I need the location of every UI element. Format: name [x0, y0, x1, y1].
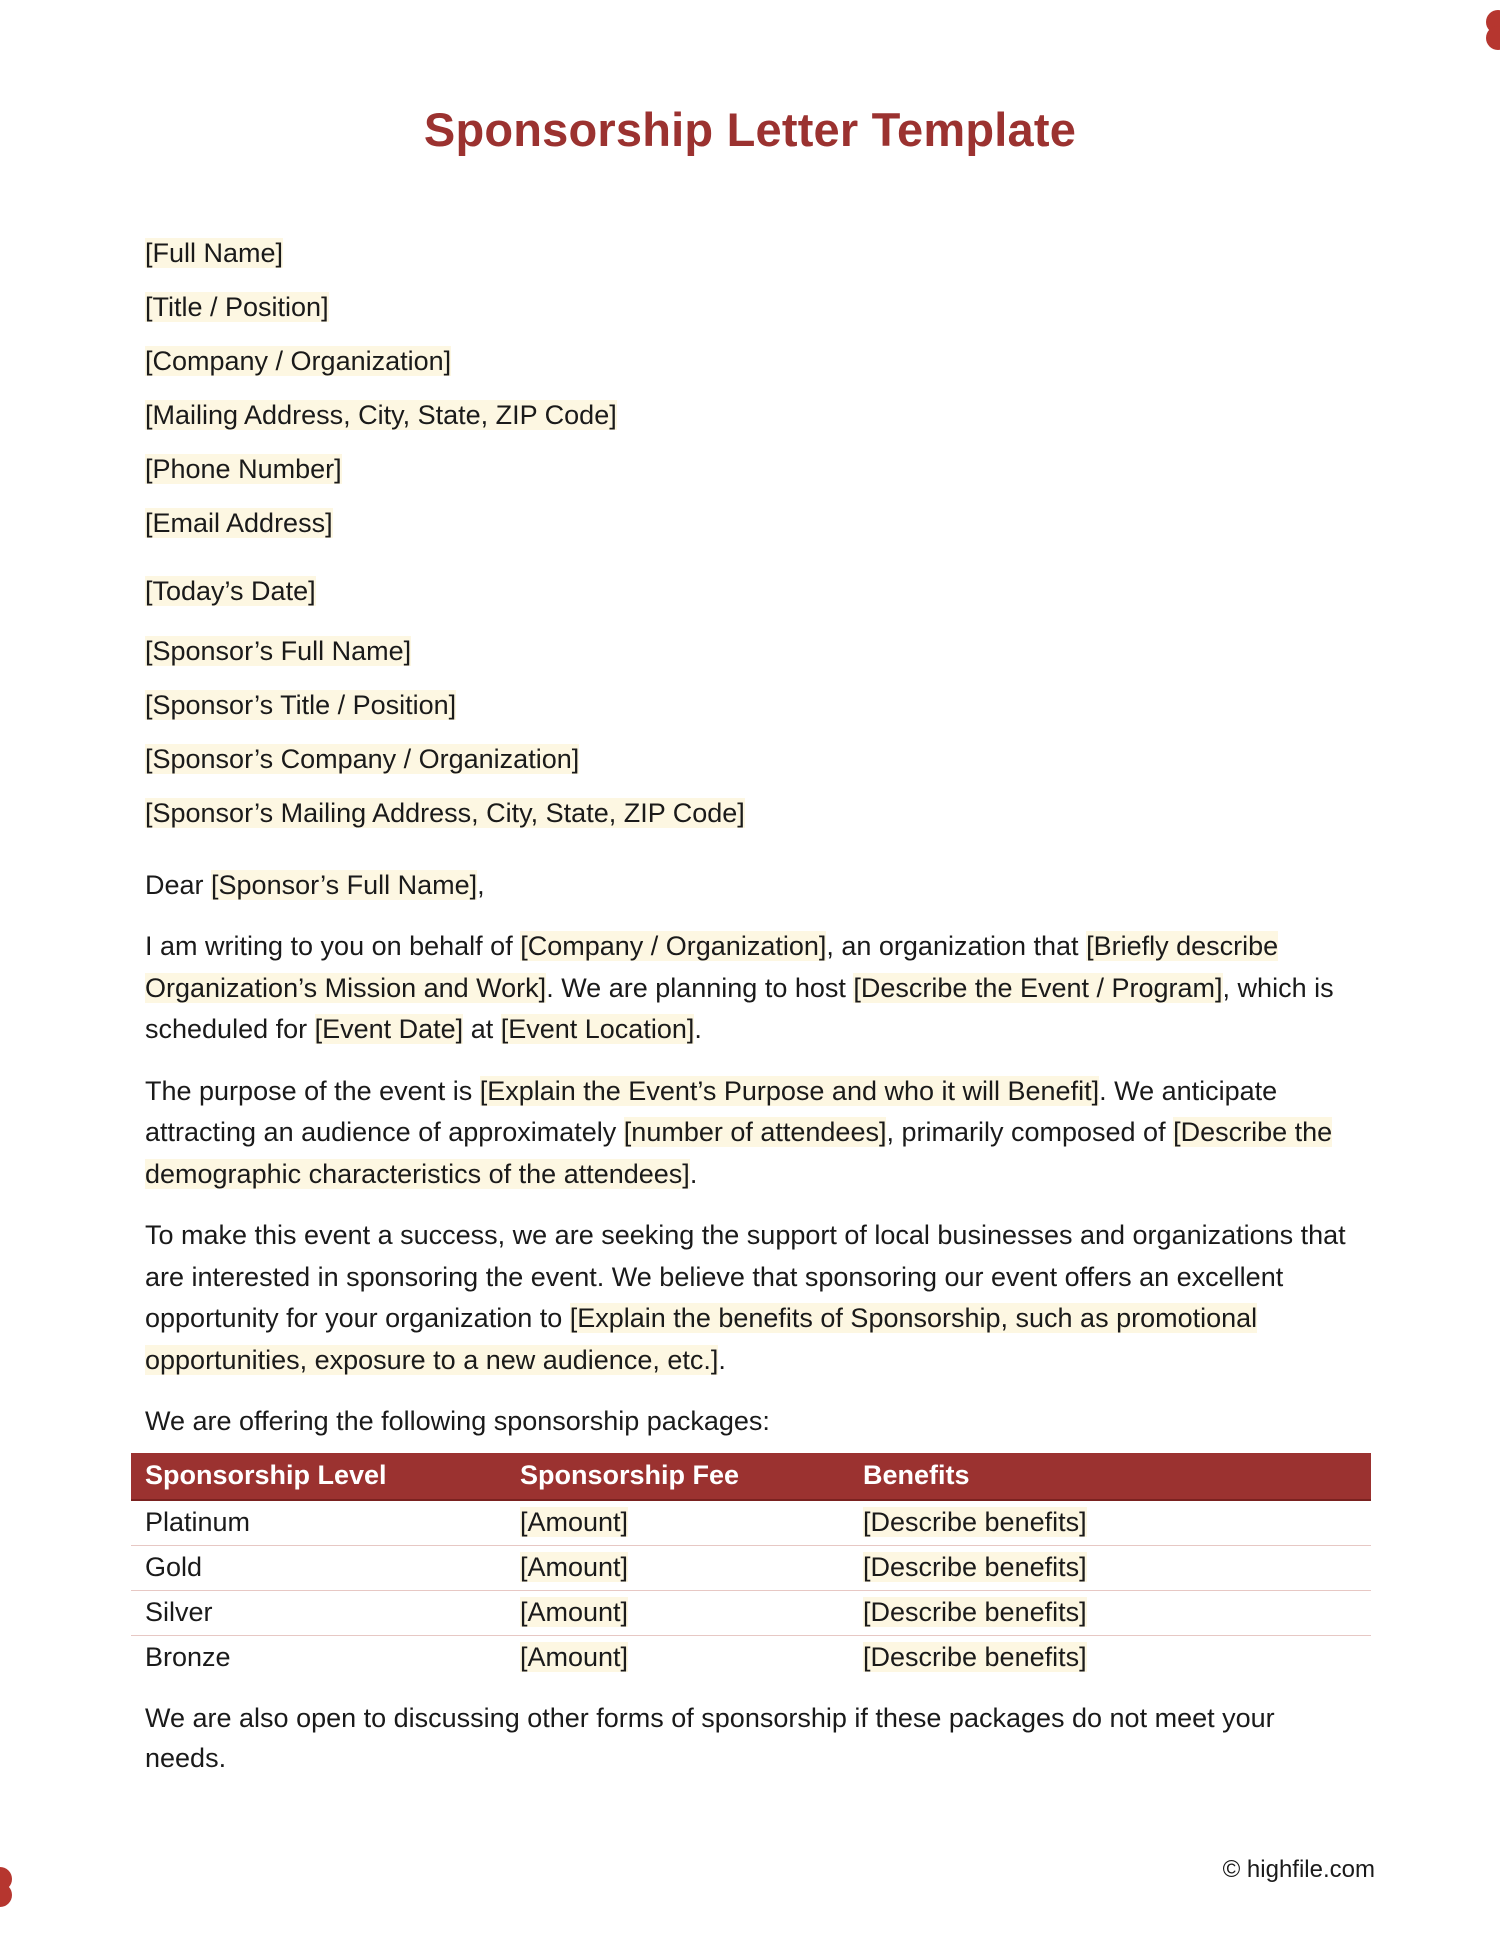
text: , an organization that — [826, 931, 1087, 961]
sender-phone — [145, 442, 1357, 496]
paragraph-benefits — [145, 1215, 1357, 1381]
level-cell: Gold — [131, 1545, 506, 1590]
placeholder[interactable]: [Amount] — [520, 1552, 629, 1582]
placeholder[interactable]: [Describe benefits] — [863, 1642, 1087, 1672]
column-header-level: Sponsorship Level — [131, 1453, 506, 1500]
placeholder[interactable]: [Title / Position] — [145, 292, 329, 322]
text: I am writing to you on behalf of — [145, 931, 521, 961]
placeholder[interactable]: [Sponsor’s Full Name] — [211, 870, 478, 900]
placeholder[interactable]: [Company / Organization] — [145, 346, 452, 376]
level-cell: Platinum — [131, 1500, 506, 1546]
fee-cell — [506, 1545, 849, 1590]
recipient-block — [145, 624, 1357, 840]
text: , primarily composed of — [886, 1117, 1174, 1147]
placeholder[interactable]: [Amount] — [520, 1507, 629, 1537]
salutation — [145, 858, 1357, 912]
placeholder[interactable]: [Sponsor’s Mailing Address, City, State, ZIP Code] — [145, 798, 745, 828]
placeholder[interactable]: [Describe benefits] — [863, 1507, 1087, 1537]
sender-address — [145, 388, 1357, 442]
recipient-name — [145, 624, 1357, 678]
placeholder[interactable]: [Explain the Event’s Purpose and who it will Benefit] — [479, 1075, 1100, 1106]
recipient-address — [145, 786, 1357, 840]
placeholder[interactable]: [Event Date] — [314, 1014, 464, 1044]
benefits-cell — [849, 1545, 1371, 1590]
fee-cell — [506, 1500, 849, 1546]
salutation-suffix: , — [477, 870, 485, 900]
level-cell: Silver — [131, 1590, 506, 1635]
placeholder[interactable]: [Mailing Address, City, State, ZIP Code] — [145, 400, 617, 430]
text: . — [718, 1344, 726, 1375]
letter-body — [145, 226, 1357, 1805]
placeholder[interactable]: [Event Location] — [500, 1014, 695, 1044]
placeholder[interactable]: [Amount] — [520, 1642, 629, 1672]
paragraph-intro — [145, 926, 1357, 1051]
text: at — [463, 1014, 501, 1044]
benefits-cell — [849, 1635, 1371, 1680]
recipient-title — [145, 678, 1357, 732]
text: . — [694, 1014, 702, 1044]
text: , which is scheduled for — [145, 972, 1334, 1044]
sender-email — [145, 496, 1357, 550]
placeholder[interactable]: [Sponsor’s Title / Position] — [145, 690, 457, 720]
placeholder[interactable]: [Sponsor’s Company / Organization] — [145, 744, 580, 774]
sender-full-name — [145, 226, 1357, 280]
document-title: Sponsorship Letter Template — [423, 103, 1077, 156]
placeholder[interactable]: [Sponsor’s Full Name] — [145, 636, 412, 666]
table-row — [131, 1545, 1371, 1590]
table-row — [131, 1590, 1371, 1635]
placeholder[interactable]: [Briefly describe Organization’s Mission and Work] — [145, 931, 1279, 1003]
salutation-prefix: Dear — [145, 870, 212, 900]
placeholder[interactable]: [number of attendees] — [623, 1117, 887, 1147]
text: . — [689, 1158, 698, 1189]
placeholder[interactable]: [Describe benefits] — [863, 1597, 1087, 1627]
placeholder[interactable]: [Today’s Date] — [145, 576, 316, 606]
level-cell: Bronze — [145, 1642, 231, 1672]
placeholder[interactable]: [Company / Organization] — [520, 931, 827, 961]
sender-company — [145, 334, 1357, 388]
column-header-fee: Sponsorship Fee — [506, 1453, 849, 1500]
placeholder[interactable]: [Describe the Event / Program] — [853, 972, 1223, 1003]
placeholder[interactable]: [Phone Number] — [145, 454, 342, 484]
sender-title — [145, 280, 1357, 334]
table-header-row — [131, 1453, 1371, 1500]
table-row — [131, 1635, 1371, 1680]
paragraph-purpose — [145, 1071, 1357, 1196]
closing-paragraph: We are also open to discussing other forms of sponsorship if these packages do not meet your needs. — [145, 1702, 1275, 1773]
sponsorship-packages-table — [131, 1453, 1371, 1680]
table-row — [131, 1500, 1371, 1546]
placeholder[interactable]: [Explain the benefits of Sponsorship, such as promotional opportunities, exposure to a new audience, etc.] — [145, 1303, 1258, 1375]
placeholder[interactable]: [Amount] — [520, 1597, 629, 1627]
text: To make this event a success, we are seeking the support of local businesses and organizations that are interested in sponsoring the event. We believe that sponsoring our event offers an excellent opportunity for your organization to — [145, 1220, 1346, 1333]
footer-copyright: © highfile.com — [1222, 1856, 1375, 1883]
placeholder[interactable]: [Full Name] — [145, 238, 284, 268]
fee-cell — [506, 1635, 849, 1680]
corner-decoration-top-2 — [1486, 26, 1500, 50]
text: The purpose of the event is — [145, 1075, 480, 1106]
sender-block — [145, 226, 1357, 550]
benefits-cell — [849, 1590, 1371, 1635]
text: . We are planning to host — [546, 972, 854, 1003]
placeholder[interactable]: [Describe benefits] — [863, 1552, 1087, 1582]
recipient-company — [145, 732, 1357, 786]
column-header-benefits: Benefits — [849, 1453, 1371, 1500]
letter-date — [145, 564, 1357, 618]
benefits-cell — [849, 1500, 1371, 1546]
placeholder[interactable]: [Describe the demographic characteristics of the attendees] — [145, 1117, 1333, 1189]
corner-decoration-bottom-2 — [0, 1883, 12, 1907]
placeholder[interactable]: [Email Address] — [145, 508, 333, 538]
packages-intro: We are offering the following sponsorship packages: — [145, 1406, 770, 1436]
text: . We anticipate attracting an audience of approximately — [145, 1075, 1278, 1147]
fee-cell — [506, 1590, 849, 1635]
